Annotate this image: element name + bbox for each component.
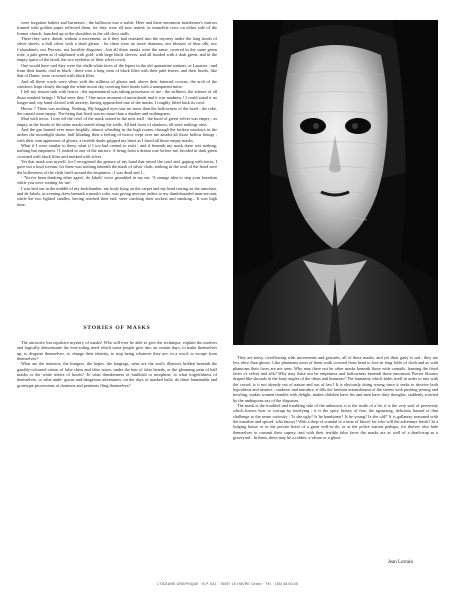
paragraph: What are the instincts, the hungers, the hopes, the longings, what are the soul's illnesses hidden beneath the gaudily-coloured carton of false chins and false noses, under the hair of false beards, or the gleaming satin of half masks or the white sheets of hoods? To what drunkenness of hashhish or morphine, to what forgetfulness of themselves, to what ambi- guous and dangerous adventures, on the days of masked balls, do these lamentable and grotesque processions of dominos and penitents fling themselves?	[17, 361, 217, 388]
printer-footer: L'OCEANE GRAPHIQUE · B.P. 631 · 76057 LE HAVRE Cedex · Tél. : (35) 48.60.45	[157, 582, 298, 586]
paragraph: Yet that mask was myself, for I recognised the gesture of my hand that raised the cowl and, gaping with terror, I gave out a loud scream, for there was nothing beneath the mask of silver cloth, nothing in the oval of the hood save the hollowness of the cloth itself around the emptiness ; I was dead and I...	[17, 158, 217, 175]
paragraph: - 'You've been drinking ether again', de Jakels' voice grumbled in my ear. 'A strange idea to step your boredom while you were waiting for me'.	[17, 174, 217, 186]
article-left-top	[17, 20, 217, 317]
paragraph: I was laid out in the middle of my bedchamber, my body lying on the carpet and my head resting on the armchair, and de Jakels, in evening dress beneath a monk's robe, was giving nervous orders to my dumbfounded man-servant, while the two lighted candles, having reached their end, were cracking their sockets and smoking... It was high time.	[17, 185, 217, 207]
masked-figure-photo	[233, 20, 438, 345]
section-title: STORIES OF MASKS	[83, 325, 151, 331]
paragraph: And all these cowls were silent with the stillness of ghosts and, above their funereal crowns, the arch of the windows leapt clearly through the white moon sky covering their heads with a transparent mitre.	[17, 78, 217, 90]
paragraph: And the gas burned ever more brightly, almost whistling in the high rooms, through the broken windows in the arches the moonlight shone, half blinding then a feeling of horror crept over me amidst all those hollow beings ; with their vain apperance of ghosts, a terrible doubt gripped my heart as I faced all those empty masks.	[17, 126, 217, 143]
article-right-bottom	[233, 355, 438, 555]
paragraph: Horror ? There was nothing. Nothing. My haggard eyes saw no more than the hollowness of the hood ; the robe, the camail were empty. The being that lived was no more than a shadow and nothingness.	[17, 105, 217, 116]
paragraph: There they were, dumb, without a movement, as if they had retreated into the mystery under the long hoods of silver sheets, a dull silver with a dead gleam : for there were no more dominos, nor blouses of blue silk, nor Columbines, nor Pierrots, nor horrible disguises ; but all these masks were the same, covered in the same green robe, a pale green as if sulphured with gold, with large black sleeves, and all hooded with a dark green, and in the empty space of the hood, the two eyeholes of their silver cowls.	[17, 36, 217, 63]
paragraph: were forgotten halters and harnesses ; the ballroom was a stable. Here and there enormous hairdresser's mirrors framed with golden paper reflected them, for they were all now seated, in immobile rows on either side of the former church, hunched up to the shoulders in the old choir stalls.	[17, 20, 217, 36]
article-left-bottom	[17, 340, 217, 455]
paragraph: The mask is the troubled and troubling side of the unknown, it is the smile of a lie, it is the very soul of perversity which knows how to corrupt by terrifying ; it is the spicy luxury of fear, the agonizing, delicious hazard of that challenge to the sense curiosity : 'Is she ugly? Is he handsome? Is he young? Is she old?' It is gallantry seasoned with the macabre and spiced, who knows? With a drop of scandal or a taste of blood; for who will the adventure finish? In a lodging house or in the private hotel of a great well-to-do, or at the police station perhaps, for thieves also hide themselves to commit their cupery, and with their terrible false faces the masks are as well of a death-trap as a graveyard : In them, there may be a robber, a whore or a ghost.	[233, 403, 438, 441]
paragraph: The attractive but repulsive mystery of masks! Who will ever be able to give the technique, explain the motives and logically demonstrate the ever-ruling need which some people give into on certain days, to make themselves up, to disguise themselves, to change their identity, to stop being whatever they are, in a word, to escape from themselves?	[17, 340, 217, 362]
paragraph: I felt my reason sink with horror ; the supernatural was taking possession of me : the stiffness, the silence of all those masked beings ! What were they ? One more moment of uncertitude and it was madness ! I could stand it no longer and, my hand clawed with anxiety, having approached one of the masks, I roughly lifted back its cowl.	[17, 89, 217, 106]
paragraph: They are noisy, overflowing with movements and gestures, all of these masks, and yet their gaity is sad ; they are less alive than ghosts. Like phantoms most of them walk covered from head to foot in long folds of cloth and as with phantoms their faces are not seen. Why may there not be other masks beneath those wide carnails, framing the fixed faces of velvet and silk? Why may there not be emptiness and hollowness beneath those enormous Pierrot blouses draped like shrouds in the bony angles of the tibias and humerus? The humanity which hides itself in order to mix with the crowd, is it not already out of nature and out of law? It is obviously doing wrong since it seeks to deceive both hypothesis and instinct : sardonic and macabre, it fills the hesitant astonishment of the streets with pushing jeering and howling, makes women tremble with delight, makes children have fits and men have dirty thoughts, suddenly worried by the ambiguous sex of the disguises.	[233, 355, 438, 403]
author-signature: Jean Lorrain	[387, 560, 413, 565]
paragraph: Mad with terror, I tore off the cowl of the mask seated in the next stall : the hood of green velvet was empty ; as empty as the hoods of the other masks seated along the walls. All had faces of shadows, all were nothing- ness.	[17, 116, 217, 127]
paragraph: One would have said they were the chalk-white faces of the lepers in the old quarantine stations, or Lazarets ; and from their hands, clad in black ; there rose a long stem of black lilies with their pale leaves, and their hoods, like that of Dante, were crowned with black lilies.	[17, 62, 217, 79]
paragraph: What if I were similar to them, what if I too had ceased to exist ; and if beneath my mask there was nothing, nothing but emptiness ! I rushed to one of the mirrors. A being from a dream rose before me, hooded in dark green crowned with black lilies and masked with silver.	[17, 142, 217, 159]
